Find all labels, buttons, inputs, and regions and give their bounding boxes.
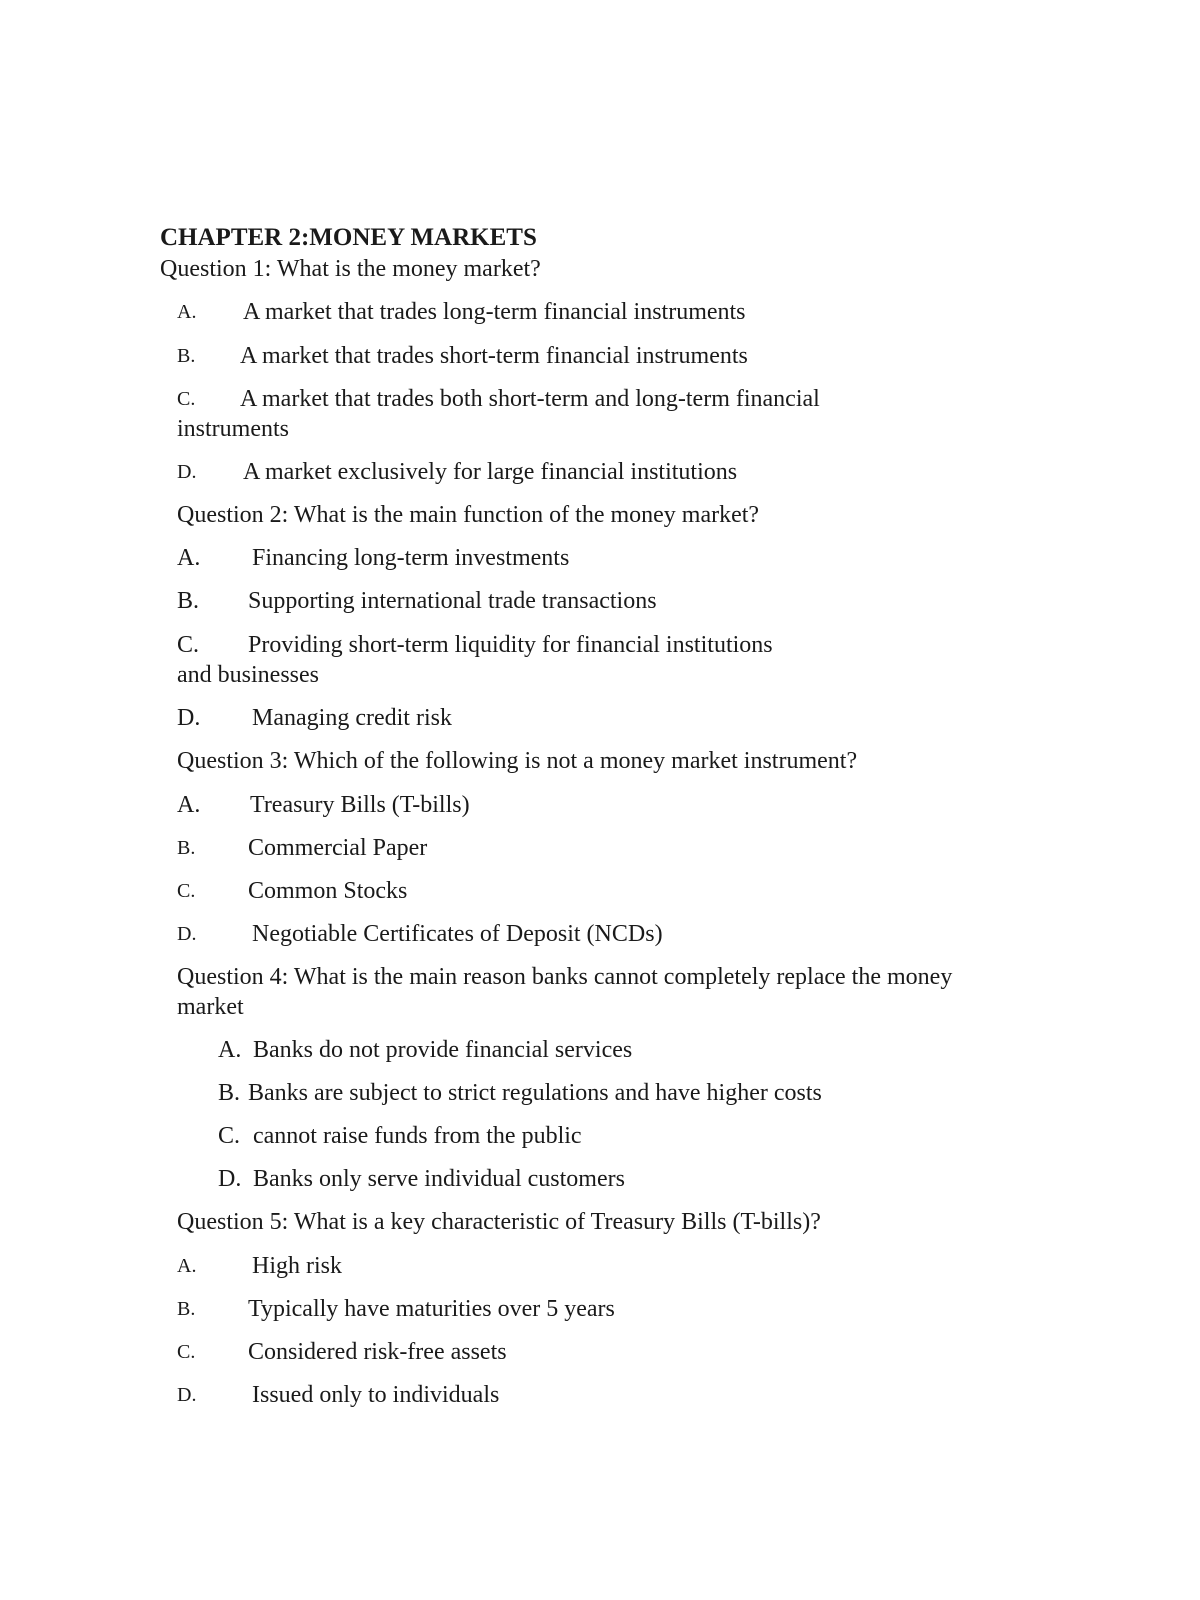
q5-option-d-text: Issued only to individuals [252,1382,500,1408]
question-4: Question 4: What is the main reason banks cannot completely replace the money [177,964,953,990]
q1-option-b-letter: B. [177,345,196,367]
question-5: Question 5: What is a key characteristic of Treasury Bills (T-bills)? [177,1209,821,1235]
question-4-continuation: market [177,994,244,1020]
question-1: Question 1: What is the money market? [160,256,541,282]
q1-option-c-continuation: instruments [177,416,289,442]
q3-option-d-text: Negotiable Certificates of Deposit (NCDs) [252,921,663,947]
q3-option-b-text: Commercial Paper [248,835,428,861]
q4-option-b-text: Banks are subject to strict regulations and have higher costs [248,1080,822,1106]
q3-option-a-letter: A. [177,792,201,818]
q4-option-b-letter: B. [218,1080,241,1106]
q4-option-a-text: Banks do not provide financial services [253,1037,633,1063]
q2-option-b-letter: B. [177,588,200,614]
q5-option-c-letter: C. [177,1341,196,1363]
q2-option-a-letter: A. [177,545,201,571]
question-3: Question 3: Which of the following is not a money market instrument? [177,748,858,774]
q2-option-d-text: Managing credit risk [252,705,452,731]
chapter-title: CHAPTER 2:MONEY MARKETS [160,224,537,251]
q1-option-d-letter: D. [177,461,197,483]
q1-option-a-letter: A. [177,301,197,323]
q2-option-b-text: Supporting international trade transactions [248,588,657,614]
q3-option-c-letter: C. [177,880,196,902]
q4-option-c-letter: C. [218,1123,241,1149]
q4-option-c-text: cannot raise funds from the public [253,1123,582,1149]
q4-option-d-text: Banks only serve individual customers [253,1166,625,1192]
q5-option-c-text: Considered risk-free assets [248,1339,507,1365]
q5-option-b-letter: B. [177,1298,196,1320]
q3-option-a-text: Treasury Bills (T-bills) [250,792,470,818]
q1-option-b-text: A market that trades short-term financial instruments [240,343,748,369]
q2-option-c-continuation: and businesses [177,662,319,688]
q2-option-d-letter: D. [177,705,201,731]
q1-option-c-text: A market that trades both short-term and long-term financial [240,386,820,412]
q1-option-a-text: A market that trades long-term financial instruments [243,299,746,325]
q5-option-b-text: Typically have maturities over 5 years [248,1296,615,1322]
q2-option-a-text: Financing long-term investments [252,545,570,571]
q1-option-d-text: A market exclusively for large financial institutions [243,459,738,485]
question-2: Question 2: What is the main function of the money market? [177,502,760,528]
q5-option-d-letter: D. [177,1384,197,1406]
q5-option-a-text: High risk [252,1253,342,1279]
q4-option-a-letter: A. [218,1037,242,1063]
q1-option-c-letter: C. [177,388,196,410]
q2-option-c-text: Providing short-term liquidity for financial institutions [248,632,773,658]
q5-option-a-letter: A. [177,1255,197,1277]
q3-option-d-letter: D. [177,923,197,945]
q3-option-c-text: Common Stocks [248,878,408,904]
q2-option-c-letter: C. [177,632,200,658]
q4-option-d-letter: D. [218,1166,242,1192]
q3-option-b-letter: B. [177,837,196,859]
